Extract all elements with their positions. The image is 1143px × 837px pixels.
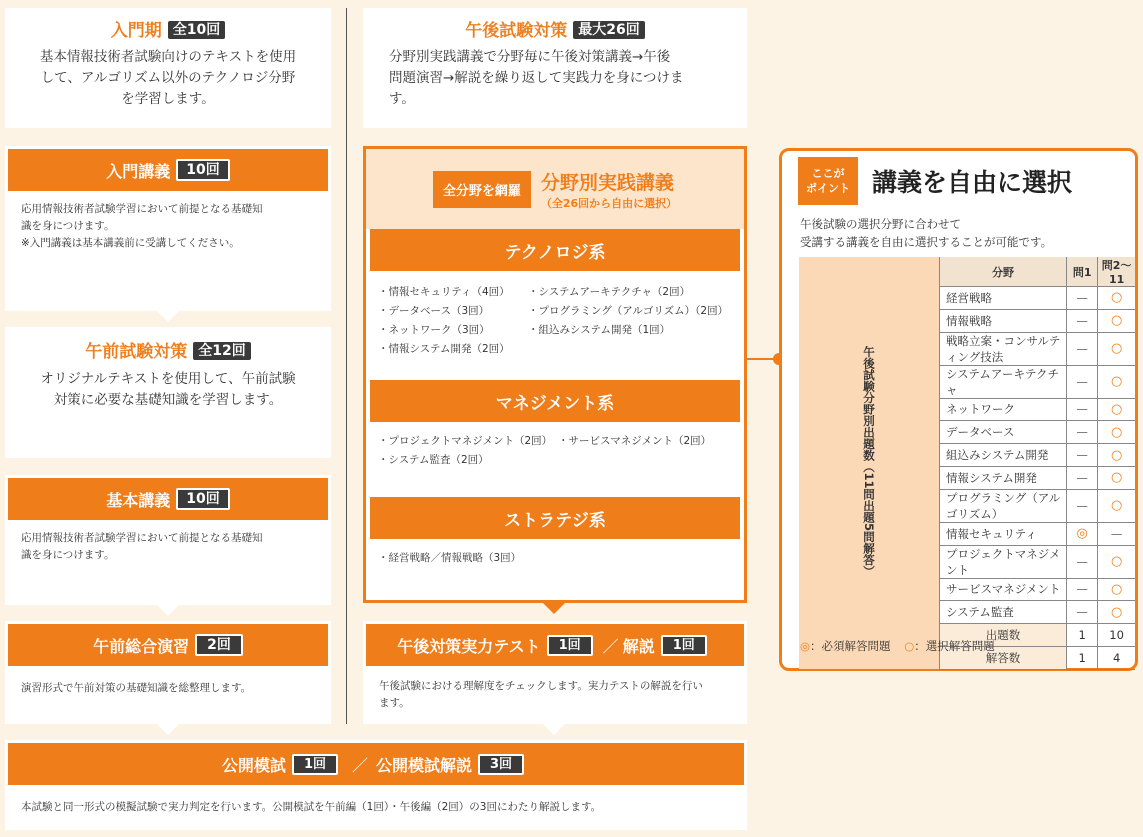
gogo-taisaku-title: 午後試験対策 <box>465 21 568 41</box>
header-q2: 問2～11 <box>1098 257 1135 287</box>
legend-required-mark: ◎ <box>800 639 811 653</box>
total-q1: 1 <box>1067 646 1098 669</box>
nyumon-desc-line: 応用情報技術者試験学習において前提となる基礎知 <box>21 203 263 215</box>
public-mock-badge: 1回 <box>292 754 338 775</box>
intro-desc-line: を学習します。 <box>121 91 215 107</box>
field-name: 戦略立案・コンサルティング技法 <box>940 332 1067 365</box>
header-field: 分野 <box>940 257 1067 287</box>
gozen-sogo-desc: 演習形式で午前対策の基礎知識を総整理します。 <box>21 682 252 694</box>
total-label: 出題数 <box>940 624 1067 647</box>
intro-desc-line: して、アルゴリズム以外のテクノロジ分野 <box>40 70 296 86</box>
topic-item: ・経営戦略／情報戦略（3回） <box>378 552 522 564</box>
q1-mark: — <box>1067 578 1098 601</box>
flow-arrow <box>543 603 565 614</box>
topic-item: ・情報セキュリティ（4回） <box>378 286 510 298</box>
nyumon-title: 入門講義 <box>106 161 171 181</box>
public-mock-card <box>5 740 747 830</box>
q2-mark: ○ <box>1098 287 1135 310</box>
nyumon-lecture-card <box>5 146 331 311</box>
field-lecture-box <box>363 146 747 603</box>
flow-arrow <box>157 311 179 322</box>
q1-mark: ◎ <box>1067 522 1098 545</box>
topic-item: ・情報システム開発（2回） <box>378 343 510 355</box>
category-strategy: ストラテジ系 <box>370 497 740 539</box>
topic-item: ・ネットワーク（3回） <box>378 324 490 336</box>
kihon-lecture-card <box>5 475 331 605</box>
gogo-test-desc-line: 午後試験における理解度をチェックします。実力テストの解説を行い <box>379 680 703 692</box>
field-name: プログラミング（アルゴリズム） <box>940 489 1067 522</box>
kihon-badge: 10回 <box>176 488 229 510</box>
gogo-desc-line: す。 <box>389 91 415 107</box>
field-name: システム監査 <box>940 601 1067 624</box>
kihon-title: 基本講義 <box>106 490 171 510</box>
field-lecture-title: 分野別実践講義 <box>540 171 674 194</box>
gogo-desc-line: 問題演習→解説を繰り返して実践力を身につけま <box>389 70 684 86</box>
q2-mark: — <box>1098 522 1135 545</box>
total-q2: 10 <box>1098 624 1135 647</box>
field-name: サービスマネジメント <box>940 578 1067 601</box>
intro-period-badge: 全10回 <box>168 21 225 39</box>
gozen-taisaku-desc-line: 対策に必要な基礎知識を学習します。 <box>53 392 283 408</box>
nyumon-desc-line: 識を身につけます。 <box>21 220 115 232</box>
q1-mark: — <box>1067 545 1098 578</box>
field-name: ネットワーク <box>940 398 1067 421</box>
legend-optional-text: ：選択解答問題 <box>914 639 995 653</box>
flow-arrow <box>157 605 179 616</box>
flow-arrow <box>543 724 565 735</box>
field-name: 経営戦略 <box>940 287 1067 310</box>
q1-mark: — <box>1067 309 1098 332</box>
topic-item: ・システム監査（2回） <box>378 454 489 466</box>
divider-line <box>346 8 347 724</box>
table-legend <box>800 638 995 654</box>
q1-mark: — <box>1067 332 1098 365</box>
kihon-desc-line: 識を身につけます。 <box>21 549 115 561</box>
header-q1: 問1 <box>1067 257 1098 287</box>
field-name: データベース <box>940 421 1067 444</box>
nyumon-note: ※入門講義は基本講義前に受講してください。 <box>21 237 240 249</box>
field-lecture-header <box>366 149 744 229</box>
topic-item: ・プログラミング（アルゴリズム）（2回） <box>528 305 729 317</box>
public-mock-desc: 本試験と同一形式の模擬試験で実力判定を行います。公開模試を午前編（1回）・午後編（2回）の3回にわたり解説します。 <box>21 801 602 813</box>
separator: ／ <box>351 755 368 775</box>
legend-required-text: ：必須解答問題 <box>810 639 891 653</box>
intro-period-title: 入門期 <box>110 21 162 41</box>
gogo-explain-badge: 1回 <box>661 635 707 656</box>
topic-item: ・データベース（3回） <box>378 305 490 317</box>
q2-mark: ○ <box>1098 332 1135 365</box>
q1-mark: — <box>1067 489 1098 522</box>
gogo-test-card <box>363 621 747 724</box>
public-mock-explain-title: 公開模試解説 <box>376 755 473 775</box>
q1-mark: — <box>1067 466 1098 489</box>
q2-mark: ○ <box>1098 545 1135 578</box>
gozen-sogo-badge: 2回 <box>195 634 243 656</box>
point-intro-line: 午後試験の選択分野に合わせて <box>800 217 961 231</box>
q2-mark: ○ <box>1098 398 1135 421</box>
q1-mark: — <box>1067 365 1098 398</box>
field-name: システムアーキテクチャ <box>940 365 1067 398</box>
q2-mark: ○ <box>1098 309 1135 332</box>
gozen-taisaku-title: 午前試験対策 <box>85 342 188 362</box>
q2-mark: ○ <box>1098 466 1135 489</box>
category-management: マネジメント系 <box>370 380 740 422</box>
gozen-taisaku-card <box>5 327 331 458</box>
gogo-desc-line: 分野別実践講義で分野毎に午後対策講義→午後 <box>389 49 671 65</box>
gozen-sogo-title: 午前総合演習 <box>93 636 190 656</box>
point-title: 講義を自由に選択 <box>872 168 1073 197</box>
point-intro-line: 受講する講義を自由に選択することが可能です。 <box>800 235 1053 249</box>
total-q2: 4 <box>1098 646 1135 669</box>
legend-optional-mark: ○ <box>904 639 915 653</box>
intro-period-card <box>5 8 331 128</box>
separator: ／ <box>602 636 619 656</box>
q1-mark: — <box>1067 287 1098 310</box>
category-technology: テクノロジ系 <box>370 229 740 271</box>
intro-desc-line: 基本情報技術者試験向けのテキストを使用 <box>39 49 297 65</box>
q2-mark: ○ <box>1098 421 1135 444</box>
topic-item: ・組込みシステム開発（1回） <box>528 324 671 336</box>
point-tag-line: ここが <box>811 167 845 180</box>
topic-item: ・サービスマネジメント（2回） <box>558 435 712 447</box>
public-mock-title: 公開模試 <box>221 755 286 775</box>
point-tag-line: ポイント <box>806 182 850 195</box>
q2-mark: ○ <box>1098 444 1135 467</box>
nyumon-badge: 10回 <box>176 159 229 181</box>
table-header-row <box>799 257 1135 287</box>
field-lecture-subtitle: （全26回から自由に選択） <box>540 196 678 210</box>
field-name: 情報セキュリティ <box>940 522 1067 545</box>
field-name: プロジェクトマネジメント <box>940 545 1067 578</box>
coverage-tag: 全分野を網羅 <box>433 171 531 208</box>
q1-mark: — <box>1067 444 1098 467</box>
field-name: 情報戦略 <box>940 309 1067 332</box>
gogo-taisaku-card <box>363 8 747 128</box>
total-q1: 1 <box>1067 624 1098 647</box>
q1-mark: — <box>1067 398 1098 421</box>
q2-mark: ○ <box>1098 601 1135 624</box>
gogo-taisaku-badge: 最大26回 <box>573 21 644 39</box>
public-mock-explain-badge: 3回 <box>478 754 524 775</box>
gogo-test-title: 午後対策実力テスト <box>397 636 541 656</box>
q2-mark: ○ <box>1098 365 1135 398</box>
kihon-desc-line: 応用情報技術者試験学習において前提となる基礎知 <box>21 532 263 544</box>
field-name: 組込みシステム開発 <box>940 444 1067 467</box>
total-label: 解答数 <box>940 646 1067 669</box>
q1-mark: — <box>1067 421 1098 444</box>
flow-arrow <box>157 724 179 735</box>
gogo-test-desc-line: ます。 <box>379 697 410 709</box>
q2-mark: ○ <box>1098 578 1135 601</box>
q1-mark: — <box>1067 601 1098 624</box>
topic-item: ・プロジェクトマネジメント（2回） <box>378 435 553 447</box>
field-name: 情報システム開発 <box>940 466 1067 489</box>
gozen-taisaku-desc-line: オリジナルテキストを使用して、午前試験 <box>40 371 296 387</box>
gogo-explain-title: 解説 <box>622 636 655 656</box>
point-tag <box>798 157 858 205</box>
field-selection-table <box>799 257 1135 670</box>
gozen-sogo-card <box>5 621 331 724</box>
gogo-test-badge: 1回 <box>547 635 593 656</box>
gozen-taisaku-badge: 全12回 <box>193 342 250 360</box>
side-label: 午後試験分野別出題数（11問出題5問解答） <box>799 257 940 669</box>
point-panel <box>779 148 1138 671</box>
q2-mark: ○ <box>1098 489 1135 522</box>
topic-item: ・システムアーキテクチャ（2回） <box>528 286 691 298</box>
